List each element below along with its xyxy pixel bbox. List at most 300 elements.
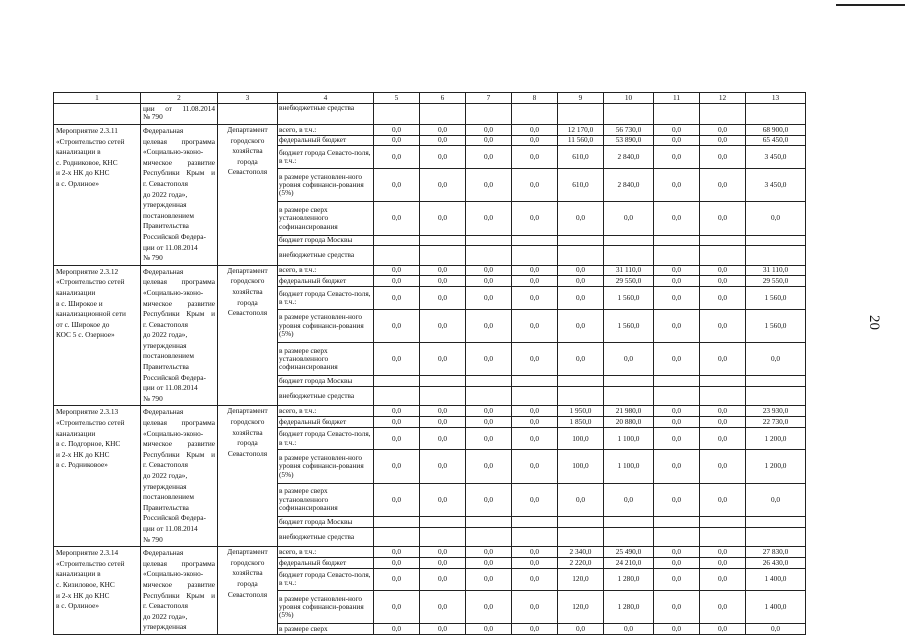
value-cell: 3 450,0 bbox=[746, 146, 806, 169]
measure-name-line: Мероприятие 2.3.14 bbox=[56, 548, 119, 558]
continuation-row bbox=[54, 104, 806, 125]
value-cell: 0,0 bbox=[654, 406, 700, 417]
table-row bbox=[54, 406, 806, 417]
value-cell: 0,0 bbox=[700, 406, 746, 417]
measure-name-line: Мероприятие 2.3.12 bbox=[56, 266, 119, 276]
value-cell bbox=[420, 104, 466, 125]
program-line: мическое развитие bbox=[143, 298, 215, 308]
value-cell bbox=[558, 387, 604, 406]
value-cell bbox=[746, 376, 806, 387]
value-cell: 0,0 bbox=[374, 276, 420, 287]
value-cell: 0,0 bbox=[654, 557, 700, 568]
program-line: № 790 bbox=[143, 253, 163, 263]
value-cell: 0,0 bbox=[700, 135, 746, 146]
value-cell: 0,0 bbox=[512, 547, 558, 558]
program-line: до 2022 года», bbox=[143, 189, 188, 199]
value-cell bbox=[420, 246, 466, 265]
value-cell bbox=[466, 235, 512, 246]
program-line: утвержденная bbox=[143, 200, 187, 210]
value-cell: 0,0 bbox=[420, 557, 466, 568]
value-cell: 0,0 bbox=[654, 265, 700, 276]
value-cell: 0,0 bbox=[420, 591, 466, 624]
column-header: 1 bbox=[54, 93, 141, 104]
department-cell bbox=[218, 406, 278, 547]
value-cell bbox=[746, 387, 806, 406]
measure-name-line: «Строительство сетей bbox=[56, 558, 125, 568]
value-cell: 0,0 bbox=[374, 135, 420, 146]
measure-name-line: в с. Родниковое» bbox=[56, 460, 108, 470]
value-cell: 1 560,0 bbox=[746, 309, 806, 342]
value-cell: 0,0 bbox=[374, 265, 420, 276]
value-cell: 0,0 bbox=[466, 135, 512, 146]
value-cell bbox=[654, 387, 700, 406]
value-cell: 0,0 bbox=[420, 135, 466, 146]
program-line: Федеральная bbox=[143, 126, 184, 135]
value-cell: 0,0 bbox=[700, 309, 746, 342]
value-cell: 0,0 bbox=[512, 557, 558, 568]
program-line: Республики Крым и bbox=[143, 590, 215, 600]
column-header: 10 bbox=[604, 93, 654, 104]
value-cell bbox=[512, 527, 558, 546]
value-cell: 0,0 bbox=[374, 547, 420, 558]
source-cell: в размере установлен-ного уровня софинанси-рования (5%) bbox=[278, 309, 374, 342]
department-line: Севастополя bbox=[227, 167, 268, 177]
value-cell: 0,0 bbox=[700, 343, 746, 376]
measure-name-cell bbox=[54, 406, 141, 547]
value-cell bbox=[466, 376, 512, 387]
department-line: города bbox=[237, 438, 258, 448]
value-cell: 0,0 bbox=[512, 406, 558, 417]
value-cell: 0,0 bbox=[512, 568, 558, 590]
source-cell: внебюджетные средства bbox=[278, 246, 374, 265]
program-line: мическое развитие bbox=[143, 439, 215, 449]
department-line: города bbox=[237, 297, 258, 307]
value-cell bbox=[604, 104, 654, 125]
measure-name-line: канализационной сети bbox=[56, 309, 126, 319]
value-cell bbox=[374, 517, 420, 528]
source-cell: федеральный бюджет bbox=[278, 417, 374, 428]
program-line: «Социально-эконо- bbox=[143, 428, 204, 438]
program-line: утвержденная bbox=[143, 340, 187, 350]
measure-name-line: с. Родниковое, КНС bbox=[56, 157, 118, 167]
program-line: Республики Крым и bbox=[143, 168, 215, 178]
source-cell: бюджет города Севасто-поля, в т.ч.: bbox=[278, 427, 374, 450]
value-cell: 0,0 bbox=[512, 624, 558, 635]
header-row bbox=[54, 93, 806, 104]
value-cell: 0,0 bbox=[654, 450, 700, 483]
value-cell: 0,0 bbox=[700, 146, 746, 169]
program-line: «Социально-эконо- bbox=[143, 569, 204, 579]
value-cell: 0,0 bbox=[374, 202, 420, 235]
continuation-dept-cell bbox=[218, 104, 278, 125]
value-cell: 0,0 bbox=[420, 146, 466, 169]
value-cell: 1 280,0 bbox=[604, 568, 654, 590]
value-cell: 0,0 bbox=[558, 202, 604, 235]
value-cell: 1 560,0 bbox=[604, 309, 654, 342]
measure-name-cell bbox=[54, 125, 141, 266]
value-cell: 0,0 bbox=[654, 146, 700, 169]
value-cell bbox=[700, 387, 746, 406]
value-cell: 610,0 bbox=[558, 146, 604, 169]
measure-name-line: и 2-х НК до КНС bbox=[56, 590, 110, 600]
department-line: города bbox=[237, 156, 258, 166]
program-line: Российской Федера- bbox=[143, 372, 206, 382]
value-cell: 2 220,0 bbox=[558, 557, 604, 568]
source-cell: в размере сверх установленного софинансирования bbox=[278, 483, 374, 516]
value-cell: 0,0 bbox=[654, 276, 700, 287]
value-cell: 0,0 bbox=[654, 483, 700, 516]
department-line: Департамент bbox=[227, 125, 268, 134]
source-cell: всего, в т.ч.: bbox=[278, 265, 374, 276]
budget-table bbox=[53, 92, 806, 635]
value-cell: 0,0 bbox=[466, 591, 512, 624]
value-cell: 0,0 bbox=[420, 568, 466, 590]
value-cell: 0,0 bbox=[512, 125, 558, 136]
table-body bbox=[54, 93, 806, 635]
column-header: 11 bbox=[654, 93, 700, 104]
program-line: Российской Федера- bbox=[143, 231, 206, 241]
measure-name-line: «Строительство сетей bbox=[56, 277, 125, 287]
value-cell: 0,0 bbox=[654, 135, 700, 146]
measure-name-line: в с. Орлиное» bbox=[56, 178, 100, 188]
value-cell: 0,0 bbox=[654, 624, 700, 635]
value-cell: 0,0 bbox=[374, 287, 420, 310]
department-line: городского bbox=[230, 276, 265, 286]
department-cell bbox=[218, 125, 278, 266]
department-line: городского bbox=[230, 417, 265, 427]
value-cell: 0,0 bbox=[700, 450, 746, 483]
value-cell: 65 450,0 bbox=[746, 135, 806, 146]
value-cell: 0,0 bbox=[374, 483, 420, 516]
measure-name-line: КОС 5 с. Озерное» bbox=[56, 330, 115, 340]
value-cell: 23 930,0 bbox=[746, 406, 806, 417]
value-cell bbox=[746, 104, 806, 125]
value-cell bbox=[746, 246, 806, 265]
value-cell bbox=[700, 517, 746, 528]
value-cell: 0,0 bbox=[512, 276, 558, 287]
program-line: г. Севастополя bbox=[143, 319, 189, 329]
department-line: хозяйства bbox=[232, 286, 263, 296]
measure-name-line: в с. Широкое и bbox=[56, 298, 103, 308]
value-cell bbox=[604, 527, 654, 546]
program-cell bbox=[141, 265, 218, 406]
source-cell: бюджет города Москвы bbox=[278, 376, 374, 387]
value-cell: 0,0 bbox=[466, 343, 512, 376]
value-cell: 0,0 bbox=[654, 309, 700, 342]
value-cell: 0,0 bbox=[604, 483, 654, 516]
measure-name-line: канализации в bbox=[56, 147, 101, 157]
program-line: до 2022 года», bbox=[143, 471, 188, 480]
value-cell bbox=[558, 517, 604, 528]
department-line: хозяйства bbox=[232, 146, 263, 156]
continuation-program-cell bbox=[141, 104, 218, 125]
value-cell: 0,0 bbox=[558, 265, 604, 276]
value-cell: 0,0 bbox=[374, 557, 420, 568]
value-cell: 1 200,0 bbox=[746, 427, 806, 450]
measure-name-line: «Строительство сетей bbox=[56, 136, 125, 146]
value-cell bbox=[654, 235, 700, 246]
measure-name-line: канализации в bbox=[56, 569, 101, 579]
program-line: Правительства bbox=[143, 221, 189, 231]
value-cell: 0,0 bbox=[654, 287, 700, 310]
column-header: 12 bbox=[700, 93, 746, 104]
program-line: постановлением bbox=[143, 210, 194, 220]
department-line: Севастополя bbox=[227, 448, 268, 458]
value-cell: 0,0 bbox=[700, 202, 746, 235]
program-line: «Социально-эконо- bbox=[143, 287, 204, 297]
value-cell: 0,0 bbox=[420, 343, 466, 376]
source-cell: в размере установлен-ного уровня софинанси-рования (5%) bbox=[278, 591, 374, 624]
value-cell: 0,0 bbox=[654, 202, 700, 235]
source-cell: федеральный бюджет bbox=[278, 557, 374, 568]
source-cell: всего, в т.ч.: bbox=[278, 547, 374, 558]
value-cell: 1 280,0 bbox=[604, 591, 654, 624]
value-cell: 25 490,0 bbox=[604, 547, 654, 558]
value-cell: 0,0 bbox=[374, 406, 420, 417]
value-cell: 0,0 bbox=[512, 265, 558, 276]
value-cell: 0,0 bbox=[654, 547, 700, 558]
value-cell: 0,0 bbox=[700, 276, 746, 287]
measure-name-line: Мероприятие 2.3.13 bbox=[56, 407, 119, 417]
program-line: Федеральная bbox=[143, 548, 184, 558]
column-header: 5 bbox=[374, 93, 420, 104]
department-line: Севастополя bbox=[227, 589, 268, 599]
value-cell bbox=[512, 376, 558, 387]
value-cell: 0,0 bbox=[466, 287, 512, 310]
value-cell bbox=[700, 235, 746, 246]
value-cell: 2 340,0 bbox=[558, 547, 604, 558]
value-cell: 0,0 bbox=[466, 624, 512, 635]
value-cell: 0,0 bbox=[700, 287, 746, 310]
value-cell: 0,0 bbox=[512, 427, 558, 450]
value-cell bbox=[746, 517, 806, 528]
value-cell bbox=[700, 104, 746, 125]
department-line: Департамент bbox=[227, 547, 268, 557]
value-cell: 0,0 bbox=[420, 427, 466, 450]
value-cell: 0,0 bbox=[654, 417, 700, 428]
value-cell: 24 210,0 bbox=[604, 557, 654, 568]
value-cell: 0,0 bbox=[466, 202, 512, 235]
program-line: до 2022 года», bbox=[143, 611, 188, 621]
program-line: ции от 11.08.2014 bbox=[143, 523, 198, 533]
department-line: городского bbox=[230, 135, 265, 145]
table-row bbox=[54, 265, 806, 276]
value-cell bbox=[746, 527, 806, 546]
value-cell: 0,0 bbox=[700, 624, 746, 635]
value-cell: 0,0 bbox=[700, 265, 746, 276]
value-cell: 29 550,0 bbox=[604, 276, 654, 287]
department-line: Департамент bbox=[227, 265, 268, 275]
value-cell bbox=[558, 235, 604, 246]
value-cell bbox=[374, 246, 420, 265]
value-cell: 1 100,0 bbox=[604, 450, 654, 483]
program-cell bbox=[141, 547, 218, 635]
program-line: Федеральная bbox=[143, 266, 184, 276]
value-cell: 0,0 bbox=[420, 169, 466, 202]
source-cell: в размере сверх установленного софинансирования bbox=[278, 202, 374, 235]
program-line: № 790 bbox=[143, 393, 163, 403]
value-cell: 100,0 bbox=[558, 450, 604, 483]
value-cell bbox=[420, 387, 466, 406]
value-cell bbox=[466, 246, 512, 265]
value-cell bbox=[374, 235, 420, 246]
source-cell: бюджет города Москвы bbox=[278, 517, 374, 528]
table-row bbox=[54, 547, 806, 558]
value-cell: 0,0 bbox=[746, 483, 806, 516]
department-cell bbox=[218, 547, 278, 635]
column-header: 9 bbox=[558, 93, 604, 104]
department-cell bbox=[218, 265, 278, 406]
value-cell bbox=[374, 527, 420, 546]
value-cell bbox=[374, 376, 420, 387]
value-cell bbox=[654, 527, 700, 546]
value-cell bbox=[512, 235, 558, 246]
program-line: постановлением bbox=[143, 492, 194, 502]
value-cell: 1 100,0 bbox=[604, 427, 654, 450]
measure-name-line: канализации bbox=[56, 428, 96, 438]
department-line: городского bbox=[230, 557, 265, 567]
value-cell: 0,0 bbox=[466, 450, 512, 483]
source-cell: всего, в т.ч.: bbox=[278, 125, 374, 136]
value-cell bbox=[512, 246, 558, 265]
source-cell: бюджет города Севасто-поля, в т.ч.: bbox=[278, 568, 374, 590]
value-cell: 0,0 bbox=[604, 343, 654, 376]
measure-name-cell bbox=[54, 265, 141, 406]
source-cell: федеральный бюджет bbox=[278, 276, 374, 287]
value-cell: 0,0 bbox=[420, 287, 466, 310]
measure-name-line: «Строительство сетей bbox=[56, 418, 125, 428]
value-cell: 1 200,0 bbox=[746, 450, 806, 483]
program-line: Правительства bbox=[143, 362, 189, 372]
value-cell bbox=[558, 527, 604, 546]
value-cell: 0,0 bbox=[466, 276, 512, 287]
program-line: ции от 11.08.2014 bbox=[143, 242, 198, 252]
program-line: г. Севастополя bbox=[143, 601, 189, 611]
value-cell: 0,0 bbox=[654, 591, 700, 624]
value-cell bbox=[512, 104, 558, 125]
value-cell: 0,0 bbox=[466, 427, 512, 450]
source-cell: внебюджетные средства bbox=[278, 387, 374, 406]
value-cell: 0,0 bbox=[654, 427, 700, 450]
value-cell: 1 400,0 bbox=[746, 568, 806, 590]
value-cell: 0,0 bbox=[558, 309, 604, 342]
value-cell: 0,0 bbox=[374, 624, 420, 635]
value-cell bbox=[700, 246, 746, 265]
value-cell: 0,0 bbox=[374, 343, 420, 376]
value-cell: 0,0 bbox=[374, 169, 420, 202]
measure-name-line: от с. Широкое до bbox=[56, 319, 110, 329]
program-line: Республики Крым и bbox=[143, 309, 215, 319]
value-cell: 0,0 bbox=[654, 343, 700, 376]
value-cell: 0,0 bbox=[466, 557, 512, 568]
value-cell bbox=[654, 104, 700, 125]
measure-name-line: с. Кизиловое, КНС bbox=[56, 579, 115, 589]
value-cell: 0,0 bbox=[374, 450, 420, 483]
value-cell bbox=[374, 104, 420, 125]
value-cell: 0,0 bbox=[466, 125, 512, 136]
department-line: Севастополя bbox=[227, 308, 268, 318]
value-cell: 0,0 bbox=[654, 169, 700, 202]
value-cell: 0,0 bbox=[700, 568, 746, 590]
value-cell: 0,0 bbox=[374, 427, 420, 450]
value-cell: 0,0 bbox=[420, 202, 466, 235]
value-cell: 31 110,0 bbox=[746, 265, 806, 276]
value-cell bbox=[604, 387, 654, 406]
value-cell bbox=[654, 246, 700, 265]
value-cell: 0,0 bbox=[700, 125, 746, 136]
value-cell bbox=[558, 246, 604, 265]
measure-name-line: в с. Орлиное» bbox=[56, 601, 100, 611]
program-line: постановлением bbox=[143, 351, 194, 361]
value-cell bbox=[420, 517, 466, 528]
program-line: № 790 bbox=[143, 534, 163, 544]
value-cell: 0,0 bbox=[746, 624, 806, 635]
value-cell bbox=[654, 517, 700, 528]
program-line: мическое развитие bbox=[143, 579, 215, 589]
program-cell bbox=[141, 406, 218, 547]
continuation-name-cell bbox=[54, 104, 141, 125]
source-cell: в размере установлен-ного уровня софинанси-рования (5%) bbox=[278, 169, 374, 202]
value-cell bbox=[604, 246, 654, 265]
value-cell bbox=[746, 235, 806, 246]
column-header: 4 bbox=[278, 93, 374, 104]
value-cell bbox=[512, 387, 558, 406]
value-cell: 0,0 bbox=[558, 287, 604, 310]
value-cell bbox=[420, 235, 466, 246]
value-cell: 0,0 bbox=[374, 417, 420, 428]
measure-name-line: канализации bbox=[56, 287, 96, 297]
measure-name-line: и 2-х НК до КНС bbox=[56, 168, 110, 178]
value-cell: 0,0 bbox=[604, 202, 654, 235]
value-cell: 0,0 bbox=[466, 417, 512, 428]
source-cell: федеральный бюджет bbox=[278, 135, 374, 146]
value-cell bbox=[700, 376, 746, 387]
value-cell: 0,0 bbox=[374, 568, 420, 590]
value-cell: 0,0 bbox=[420, 406, 466, 417]
value-cell: 0,0 bbox=[420, 276, 466, 287]
value-cell bbox=[466, 527, 512, 546]
value-cell: 20 880,0 bbox=[604, 417, 654, 428]
column-header: 3 bbox=[218, 93, 278, 104]
value-cell: 0,0 bbox=[700, 557, 746, 568]
table-row bbox=[54, 125, 806, 136]
value-cell: 0,0 bbox=[374, 591, 420, 624]
value-cell: 0,0 bbox=[700, 427, 746, 450]
measure-name-line: и 2-х НК до КНС bbox=[56, 449, 110, 459]
value-cell: 1 950,0 bbox=[558, 406, 604, 417]
value-cell: 0,0 bbox=[466, 265, 512, 276]
value-cell: 0,0 bbox=[420, 265, 466, 276]
program-line: целевая программа bbox=[143, 277, 215, 287]
value-cell bbox=[604, 517, 654, 528]
source-cell: в размере сверх bbox=[278, 624, 374, 635]
value-cell: 0,0 bbox=[420, 450, 466, 483]
program-line: до 2022 года», bbox=[143, 330, 188, 340]
program-line: целевая программа bbox=[143, 558, 215, 568]
program-line: утвержденная bbox=[143, 622, 187, 632]
program-line: целевая программа bbox=[143, 418, 215, 428]
value-cell: 0,0 bbox=[420, 624, 466, 635]
value-cell: 1 850,0 bbox=[558, 417, 604, 428]
value-cell bbox=[558, 376, 604, 387]
value-cell: 0,0 bbox=[654, 568, 700, 590]
value-cell: 0,0 bbox=[512, 591, 558, 624]
value-cell bbox=[700, 527, 746, 546]
value-cell bbox=[512, 517, 558, 528]
program-line: целевая программа bbox=[143, 136, 215, 146]
value-cell: 22 730,0 bbox=[746, 417, 806, 428]
value-cell: 0,0 bbox=[466, 169, 512, 202]
